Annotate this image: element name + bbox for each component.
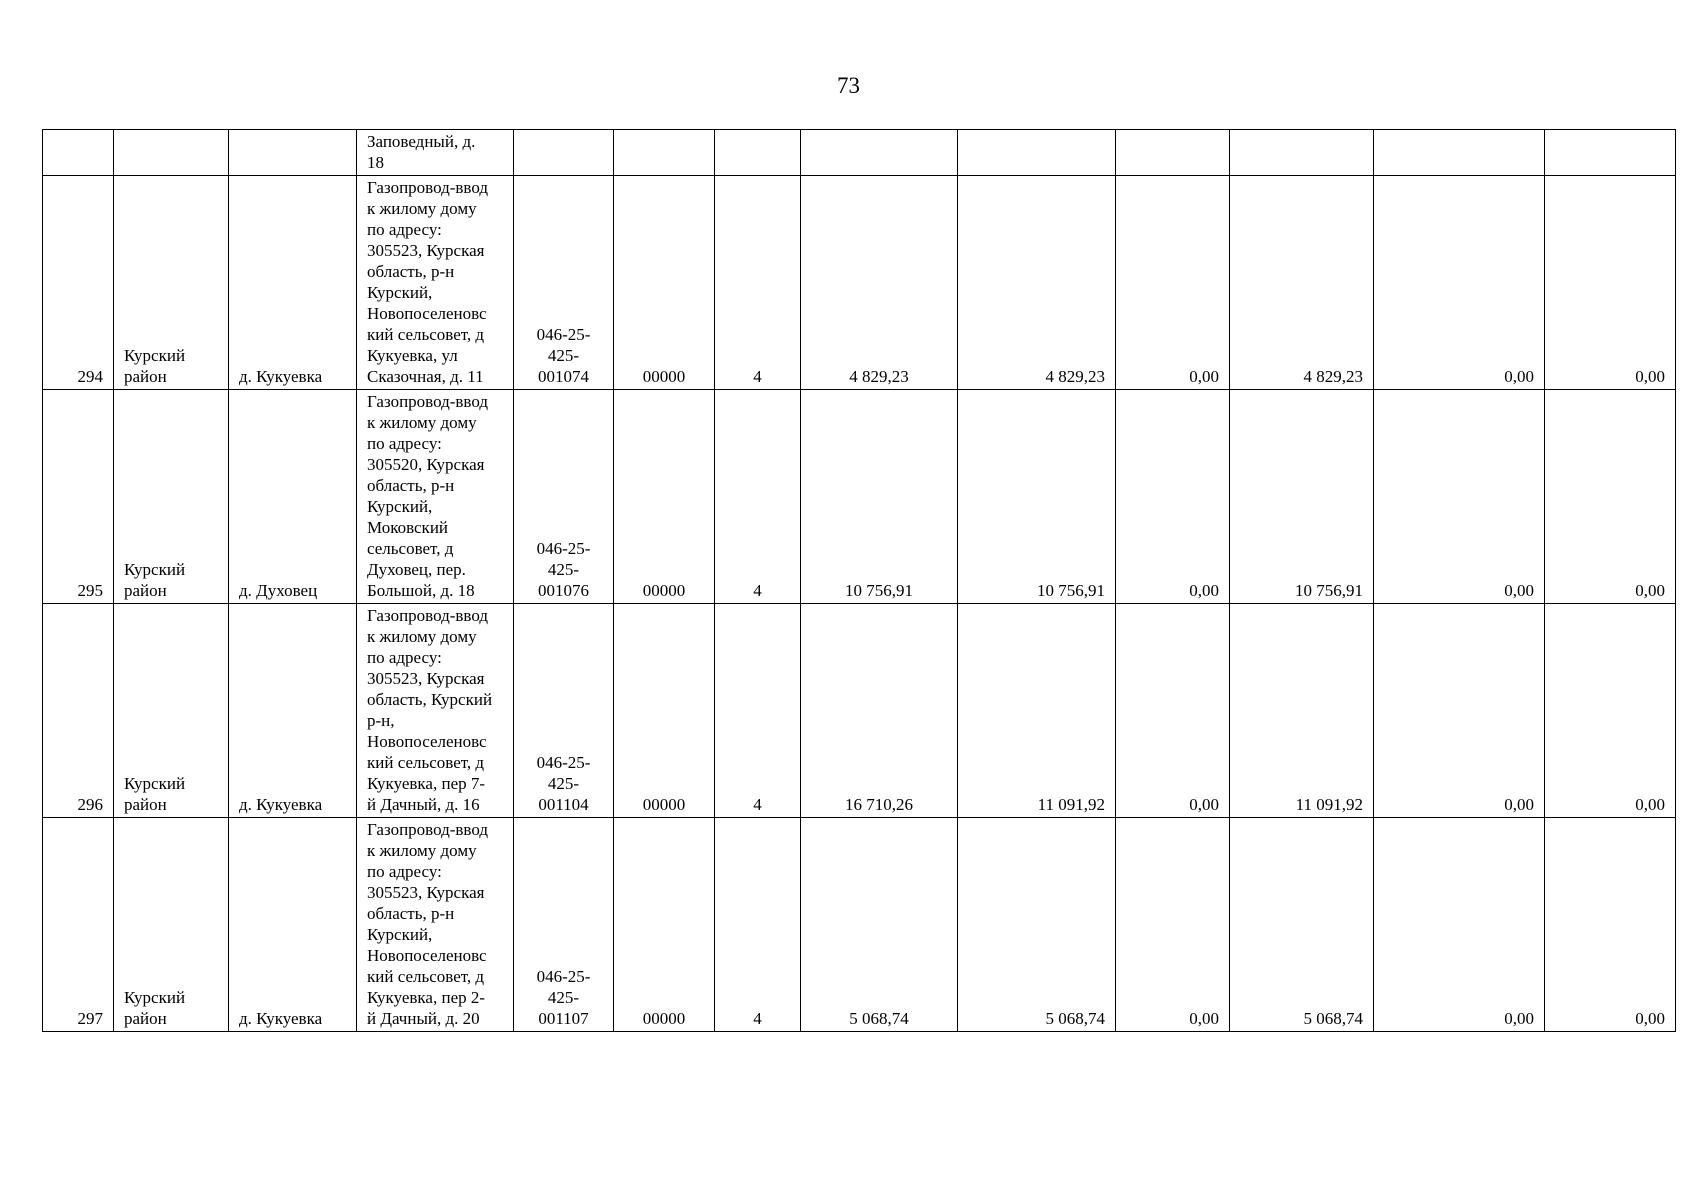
- continuation-class-cell: [614, 130, 715, 176]
- value-initial-cell: 16 710,26: [801, 604, 958, 818]
- district-name: Курский район: [124, 346, 186, 386]
- value-2-cell: 4 829,23: [958, 176, 1116, 390]
- value-3-cell: 0,00: [1116, 390, 1230, 604]
- continuation-district-cell: [114, 130, 229, 176]
- description-cell: [357, 604, 514, 818]
- object-code: 046-25- 425- 001076: [536, 539, 591, 600]
- code-cell: [514, 818, 614, 1032]
- group-cell: 4: [715, 818, 801, 1032]
- group-cell: 4: [715, 604, 801, 818]
- object-code: 046-25- 425- 001104: [536, 753, 591, 814]
- code-cell: [514, 390, 614, 604]
- continuation-row: [43, 130, 1676, 176]
- continuation-description-cell: [357, 130, 514, 176]
- continuation-num-cell: [43, 130, 114, 176]
- value-4-cell: 11 091,92: [1230, 604, 1374, 818]
- registry-table-body: [43, 130, 1676, 1032]
- description-cell: [357, 390, 514, 604]
- value-5-cell: 0,00: [1374, 390, 1545, 604]
- value-4-cell: 10 756,91: [1230, 390, 1374, 604]
- district-cell: [114, 818, 229, 1032]
- object-description: Газопровод-ввод к жилому дому по адресу: 305520, Курская область, р-н Курский, Моковский сельсовет, д Духовец, пер. Большой, д. 18: [367, 392, 488, 600]
- code-cell: [514, 604, 614, 818]
- value-2-cell: 11 091,92: [958, 604, 1116, 818]
- object-description: Газопровод-ввод к жилому дому по адресу: 305523, Курская область, р-н Курский, Новопоселеновс кий сельсовет, д Кукуевка, пер 2- й Дачный, д. 20: [367, 820, 488, 1028]
- class-code-cell: 00000: [614, 604, 715, 818]
- continuation-value-initial-cell: [801, 130, 958, 176]
- group-cell: 4: [715, 390, 801, 604]
- district-cell: [114, 176, 229, 390]
- value-6-cell: 0,00: [1545, 818, 1676, 1032]
- district-cell: [114, 390, 229, 604]
- value-2-cell: 10 756,91: [958, 390, 1116, 604]
- class-code-cell: 00000: [614, 176, 715, 390]
- continuation-value-3-cell: [1116, 130, 1230, 176]
- class-code-cell: 00000: [614, 818, 715, 1032]
- value-4-cell: 4 829,23: [1230, 176, 1374, 390]
- object-description: Газопровод-ввод к жилому дому по адресу: 305523, Курская область, Курский р-н, Новопоселеновс кий сельсовет, д Кукуевка, пер 7- й Дачный, д. 16: [367, 606, 493, 814]
- value-3-cell: 0,00: [1116, 176, 1230, 390]
- table-row: [43, 176, 1676, 390]
- continuation-description: Заповедный, д. 18: [367, 132, 476, 172]
- row-number: 296: [43, 604, 114, 818]
- value-6-cell: 0,00: [1545, 604, 1676, 818]
- value-5-cell: 0,00: [1374, 604, 1545, 818]
- locality-cell: д. Кукуевка: [229, 176, 357, 390]
- value-5-cell: 0,00: [1374, 818, 1545, 1032]
- object-description: Газопровод-ввод к жилому дому по адресу: 305523, Курская область, р-н Курский, Новопоселеновс кий сельсовет, д Кукуевка, ул Сказочная, д. 11: [367, 178, 488, 386]
- continuation-group-cell: [715, 130, 801, 176]
- row-number: 294: [43, 176, 114, 390]
- code-cell: [514, 176, 614, 390]
- locality-cell: д. Духовец: [229, 390, 357, 604]
- registry-table: [42, 129, 1676, 1032]
- continuation-value-2-cell: [958, 130, 1116, 176]
- table-row: [43, 818, 1676, 1032]
- row-number: 295: [43, 390, 114, 604]
- continuation-code-cell: [514, 130, 614, 176]
- value-3-cell: 0,00: [1116, 604, 1230, 818]
- group-cell: 4: [715, 176, 801, 390]
- value-5-cell: 0,00: [1374, 176, 1545, 390]
- value-6-cell: 0,00: [1545, 176, 1676, 390]
- continuation-value-5-cell: [1374, 130, 1545, 176]
- district-name: Курский район: [124, 774, 186, 814]
- continuation-value-4-cell: [1230, 130, 1374, 176]
- object-code: 046-25- 425- 001107: [536, 967, 591, 1028]
- value-2-cell: 5 068,74: [958, 818, 1116, 1032]
- value-4-cell: 5 068,74: [1230, 818, 1374, 1032]
- description-cell: [357, 176, 514, 390]
- object-code: 046-25- 425- 001074: [536, 325, 591, 386]
- value-6-cell: 0,00: [1545, 390, 1676, 604]
- description-cell: [357, 818, 514, 1032]
- value-initial-cell: 5 068,74: [801, 818, 958, 1032]
- value-3-cell: 0,00: [1116, 818, 1230, 1032]
- district-name: Курский район: [124, 560, 186, 600]
- district-name: Курский район: [124, 988, 186, 1028]
- value-initial-cell: 4 829,23: [801, 176, 958, 390]
- continuation-locality-cell: [229, 130, 357, 176]
- class-code-cell: 00000: [614, 390, 715, 604]
- row-number: 297: [43, 818, 114, 1032]
- locality-cell: д. Кукуевка: [229, 604, 357, 818]
- table-row: [43, 390, 1676, 604]
- locality-cell: д. Кукуевка: [229, 818, 357, 1032]
- district-cell: [114, 604, 229, 818]
- value-initial-cell: 10 756,91: [801, 390, 958, 604]
- continuation-value-6-cell: [1545, 130, 1676, 176]
- page-number: 73: [837, 73, 860, 98]
- table-row: [43, 604, 1676, 818]
